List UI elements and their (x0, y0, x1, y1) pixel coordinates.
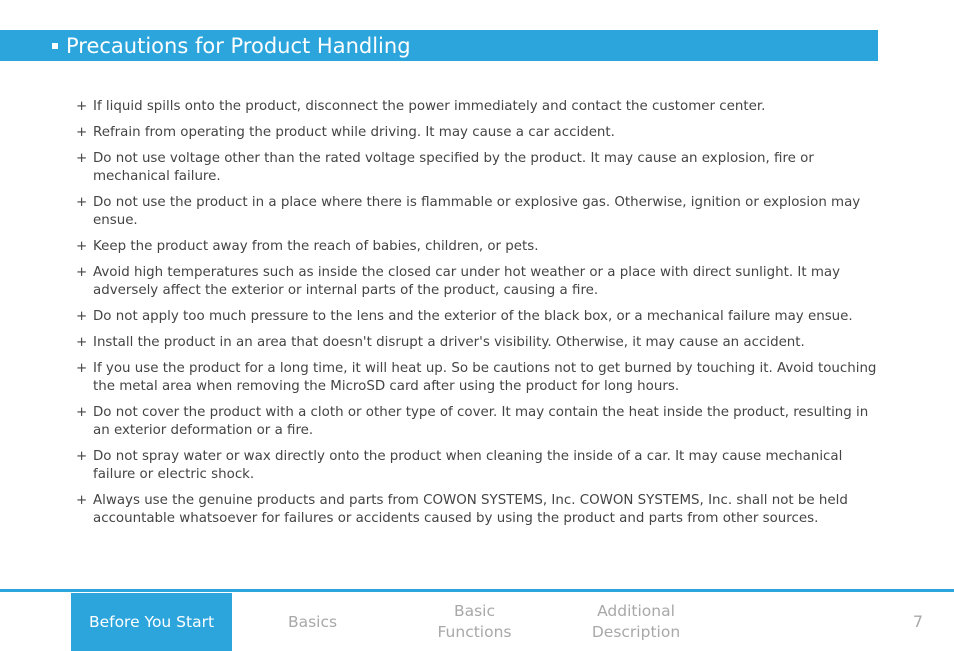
item-text: If you use the product for a long time, it will heat up. So be cautions not to get burned by touching it. Avoid touching the metal area when removing the MicroSD card after using the product for long hours. (93, 361, 877, 394)
tab-label: Before You Start (88, 612, 215, 631)
list-item (76, 124, 886, 142)
plus-bullet: + (76, 125, 88, 140)
tab-label: Basic Functions (437, 602, 512, 641)
list-item (76, 492, 886, 528)
tab-additional-description[interactable] (556, 593, 716, 651)
plus-bullet: + (76, 195, 88, 210)
tab-label: Additional Description (591, 602, 681, 641)
footer-divider (0, 589, 954, 592)
item-text: Do not apply too much pressure to the lens and the exterior of the black box, or a mechanical failure may ensue. (93, 309, 853, 324)
section-title: Precautions for Product Handling (66, 34, 411, 58)
plus-bullet: + (76, 239, 88, 254)
plus-bullet: + (76, 151, 88, 166)
precautions-list (76, 98, 886, 536)
item-text: Do not cover the product with a cloth or other type of cover. It may contain the heat inside the product, resulting in an exterior deformation or a fire. (93, 405, 869, 438)
item-text: Always use the genuine products and parts from COWON SYSTEMS, Inc. COWON SYSTEMS, Inc. shall not be held accountable whatsoever for failures or accidents caused by using the product and parts from other sources. (93, 493, 848, 526)
item-text: Do not use voltage other than the rated voltage specified by the product. It may cause an explosion, fire or mechanical failure. (93, 151, 814, 184)
plus-bullet: + (76, 265, 88, 280)
list-item (76, 150, 886, 186)
item-text: Keep the product away from the reach of babies, children, or pets. (93, 239, 539, 254)
item-text: Avoid high temperatures such as inside the closed car under hot weather or a place with direct sunlight. It may adversely affect the exterior or internal parts of the product, causing a fire. (93, 265, 841, 298)
list-item (76, 238, 886, 256)
tab-basic-functions[interactable] (393, 593, 556, 651)
plus-bullet: + (76, 493, 88, 508)
plus-bullet: + (76, 309, 88, 324)
plus-bullet: + (76, 361, 88, 376)
list-item (76, 308, 886, 326)
item-text: Do not spray water or wax directly onto the product when cleaning the inside of a car. It may cause mechanical failure or electric shock. (93, 449, 843, 482)
item-text: Refrain from operating the product while driving. It may cause a car accident. (93, 125, 615, 140)
item-text: Do not use the product in a place where there is flammable or explosive gas. Otherwise, ignition or explosion may ensue. (93, 195, 861, 228)
plus-bullet: + (76, 99, 88, 114)
tab-before-you-start[interactable] (71, 593, 232, 651)
item-text: Install the product in an area that doesn't disrupt a driver's visibility. Otherwise, it may cause an accident. (93, 335, 805, 350)
list-item (76, 448, 886, 484)
list-item (76, 360, 886, 396)
list-item (76, 264, 886, 300)
tab-basics[interactable] (232, 593, 393, 651)
section-title-bar (0, 30, 878, 61)
list-item (76, 194, 886, 230)
page-number: 7 (912, 612, 924, 631)
plus-bullet: + (76, 335, 88, 350)
plus-bullet: + (76, 405, 88, 420)
square-bullet-icon (52, 43, 58, 49)
tab-label: Basics (287, 612, 338, 631)
list-item (76, 334, 886, 352)
plus-bullet: + (76, 449, 88, 464)
list-item (76, 404, 886, 440)
list-item (76, 98, 886, 116)
item-text: If liquid spills onto the product, disconnect the power immediately and contact the customer center. (93, 99, 766, 114)
